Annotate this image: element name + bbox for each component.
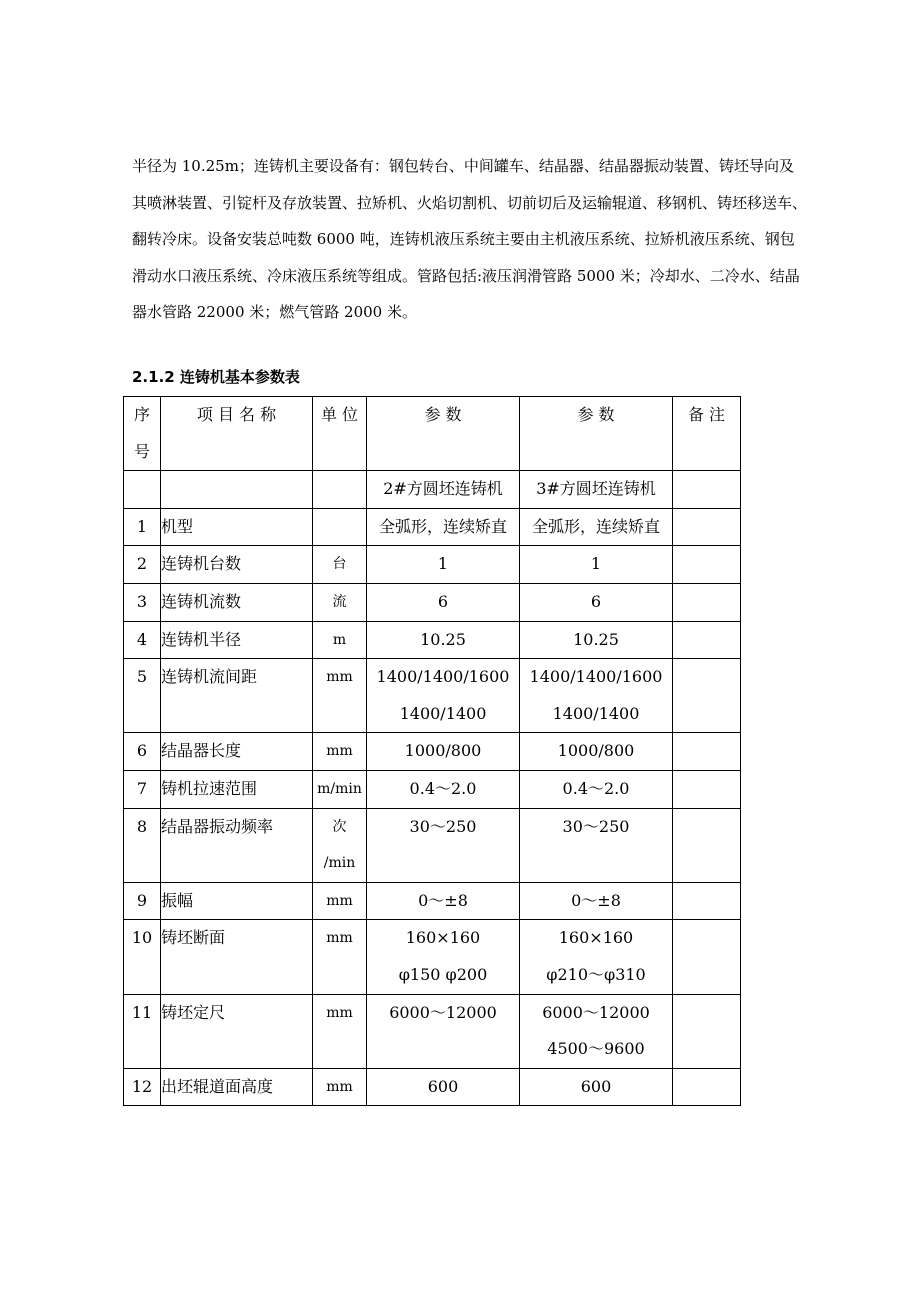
row-param2 (520, 583, 673, 621)
parameter-table (123, 396, 741, 1106)
table-row (124, 770, 741, 808)
cell-line: 6000～12000 (542, 1002, 650, 1022)
table-cell (124, 471, 161, 509)
header-param2: 参 数 (520, 397, 673, 471)
row-param1 (367, 621, 520, 659)
row-remark (673, 546, 741, 584)
row-item: 连铸机流间距 (161, 659, 313, 733)
cell-line: 1 (437, 554, 449, 574)
header-seq (124, 397, 161, 471)
row-unit: 台 (313, 546, 367, 584)
cell-line: 30～250 (409, 816, 477, 836)
cell-line: 0～±8 (418, 890, 468, 910)
paragraph-line: 翻转冷床。设备安装总吨数 6000 吨，连铸机液压系统主要由主机液压系统、拉矫机液压系统、钢包 (132, 230, 795, 249)
row-param1 (367, 659, 520, 733)
row-seq: 11 (124, 994, 161, 1068)
header-param1: 参 数 (367, 397, 520, 471)
row-param1 (367, 994, 520, 1068)
row-remark (673, 1068, 741, 1106)
cell-line: 160×160 (558, 928, 634, 948)
paragraph-line: 器水管路 22000 米；燃气管路 2000 米。 (132, 303, 417, 322)
paragraph-line: 其喷淋装置、引锭杆及存放装置、拉矫机、火焰切割机、切前切后及运输辊道、移钢机、铸坯移送车、 (132, 193, 808, 212)
row-unit: mm (313, 920, 367, 994)
row-item: 铸坯断面 (161, 920, 313, 994)
row-unit: mm (313, 1068, 367, 1106)
cell-line: 160×160 (405, 928, 481, 948)
row-unit: m/min (313, 770, 367, 808)
cell-line: 0.4～2.0 (409, 778, 477, 798)
cell-line: 全弧形，连续矫直 (378, 516, 507, 536)
row-remark (673, 882, 741, 920)
row-item: 连铸机半径 (161, 621, 313, 659)
row-seq: 6 (124, 733, 161, 771)
cell-line: 6 (590, 591, 602, 611)
cell-line: φ150 φ200 (398, 964, 488, 984)
row-remark (673, 920, 741, 994)
cell-line: 4500～9600 (547, 1039, 645, 1059)
row-param2 (520, 808, 673, 882)
section-heading: 2.1.2 连铸机基本参数表 (132, 368, 300, 386)
row-param2 (520, 770, 673, 808)
row-item: 振幅 (161, 882, 313, 920)
row-seq: 5 (124, 659, 161, 733)
row-remark (673, 733, 741, 771)
cell-line: 1000/800 (557, 741, 635, 761)
body-paragraph (132, 148, 844, 331)
row-item: 连铸机台数 (161, 546, 313, 584)
cell-line: 0～±8 (571, 890, 621, 910)
subheader-param2: 3#方圆坯连铸机 (520, 471, 673, 509)
row-param1 (367, 1068, 520, 1106)
cell-line: 1 (590, 554, 602, 574)
table-row (124, 882, 741, 920)
cell-line: 30～250 (562, 816, 630, 836)
row-param2 (520, 621, 673, 659)
row-param2 (520, 546, 673, 584)
row-seq: 12 (124, 1068, 161, 1106)
row-remark (673, 659, 741, 733)
row-param2 (520, 733, 673, 771)
row-param2 (520, 882, 673, 920)
subheader-param1: 2#方圆坯连铸机 (367, 471, 520, 509)
table-row (124, 659, 741, 733)
row-item: 结晶器振动频率 (161, 808, 313, 882)
row-unit: m (313, 621, 367, 659)
row-unit: 流 (313, 583, 367, 621)
cell-line: 0.4～2.0 (562, 778, 630, 798)
table-row (124, 546, 741, 584)
row-remark (673, 994, 741, 1068)
header-seq-line: 序 (133, 405, 150, 424)
cell-line: 10.25 (573, 629, 619, 649)
cell-line: 600 (580, 1076, 612, 1096)
cell-line: 6000～12000 (389, 1002, 497, 1022)
row-seq: 9 (124, 882, 161, 920)
row-param1 (367, 882, 520, 920)
row-seq: 8 (124, 808, 161, 882)
cell-line: 1400/1400 (399, 703, 487, 723)
paragraph-line: 半径为 10.25m；连铸机主要设备有：钢包转台、中间罐车、结晶器、结晶器振动装置、铸坯导向及 (132, 157, 794, 175)
row-item: 铸坯定尺 (161, 994, 313, 1068)
cell-line: 1400/1400 (552, 703, 640, 723)
row-param2 (520, 994, 673, 1068)
cell-line: φ210～φ310 (546, 964, 646, 984)
table-cell (673, 471, 741, 509)
row-param1 (367, 920, 520, 994)
table-row (124, 583, 741, 621)
table-header-row (124, 397, 741, 471)
row-item: 铸机拉速范围 (161, 770, 313, 808)
row-param1 (367, 808, 520, 882)
row-item: 机型 (161, 508, 313, 546)
table-row (124, 621, 741, 659)
row-param1 (367, 583, 520, 621)
cell-line: 1000/800 (404, 741, 482, 761)
row-unit: mm (313, 733, 367, 771)
row-seq: 10 (124, 920, 161, 994)
row-param1 (367, 770, 520, 808)
row-item: 出坯辊道面高度 (161, 1068, 313, 1106)
table-cell (161, 471, 313, 509)
row-item: 结晶器长度 (161, 733, 313, 771)
row-unit: mm (313, 659, 367, 733)
table-row (124, 508, 741, 546)
row-seq: 2 (124, 546, 161, 584)
header-remark: 备 注 (673, 397, 741, 471)
header-unit: 单 位 (313, 397, 367, 471)
row-param2 (520, 1068, 673, 1106)
row-unit: mm (313, 994, 367, 1068)
row-param2 (520, 659, 673, 733)
table-row (124, 920, 741, 994)
table-row (124, 994, 741, 1068)
row-remark (673, 621, 741, 659)
cell-line: 10.25 (420, 629, 466, 649)
row-unit: 次 /min (313, 808, 367, 882)
cell-line: 1400/1400/1600 (376, 667, 510, 687)
table-row (124, 1068, 741, 1106)
cell-line: 全弧形，连续矫直 (531, 516, 660, 536)
row-unit: mm (313, 882, 367, 920)
row-param2 (520, 508, 673, 546)
row-remark (673, 808, 741, 882)
row-param1 (367, 508, 520, 546)
row-remark (673, 583, 741, 621)
row-param1 (367, 546, 520, 584)
paragraph-line: 滑动水口液压系统、冷床液压系统等组成。管路包括:液压润滑管路 5000 米；冷却水、二冷水、结晶 (132, 266, 800, 285)
row-unit (313, 508, 367, 546)
row-param1 (367, 733, 520, 771)
row-seq: 7 (124, 770, 161, 808)
cell-line: 6 (437, 591, 449, 611)
row-param2 (520, 920, 673, 994)
row-seq: 3 (124, 583, 161, 621)
row-seq: 4 (124, 621, 161, 659)
header-seq-line: 号 (133, 441, 150, 461)
row-remark (673, 508, 741, 546)
cell-line: 1400/1400/1600 (529, 667, 663, 687)
cell-line: 600 (427, 1076, 459, 1096)
table-cell (313, 471, 367, 509)
header-item: 项 目 名 称 (161, 397, 313, 471)
table-row (124, 808, 741, 882)
row-seq: 1 (124, 508, 161, 546)
row-item: 连铸机流数 (161, 583, 313, 621)
table-row (124, 733, 741, 771)
table-subheader-row (124, 471, 741, 509)
row-remark (673, 770, 741, 808)
